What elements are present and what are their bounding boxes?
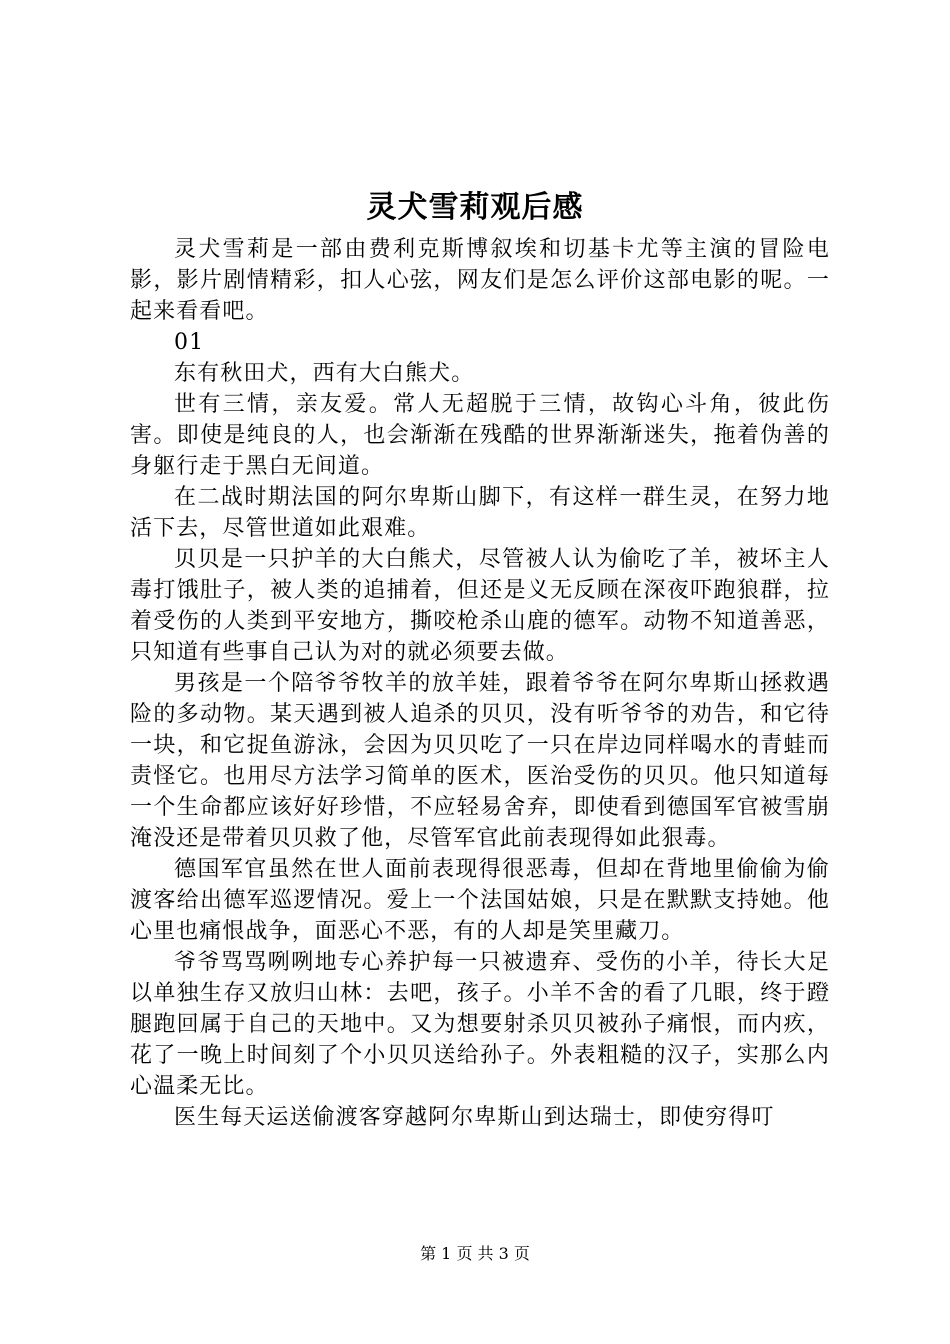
document-title: 灵犬雪莉观后感: [366, 190, 584, 225]
paragraph: 世有三情，亲友爱。常人无超脱于三情，故钩心斗角，彼此伤害。即使是纯良的人，也会渐渐在残酷的世界渐渐迷失，拖着伪善的身躯行走于黑白无间道。: [130, 392, 830, 479]
document-body: [130, 234, 830, 1133]
paragraph-intro: 灵犬雪莉是一部由费利克斯博叙埃和切基卡尤等主演的冒险电影，影片剧情精彩，扣人心弦，网友们是怎么评价这部电影的呢。一起来看看吧。: [130, 237, 830, 324]
paragraph: 贝贝是一只护羊的大白熊犬，尽管被人认为偷吃了羊，被坏主人毒打饿肚子，被人类的追捕着，但还是义无反顾在深夜吓跑狼群，拉着受伤的人类到平安地方，撕咬枪杀山鹿的德军。动物不知道善恶，只知道有些事自己认为对的就必须要去做。: [130, 547, 830, 665]
paragraph: 在二战时期法国的阿尔卑斯山脚下，有这样一群生灵，在努力地活下去，尽管世道如此艰难。: [130, 485, 830, 541]
paragraph-truncated: 医生每天运送偷渡客穿越阿尔卑斯山到达瑞士，即使穷得叮: [174, 1105, 775, 1130]
section-number: 01: [174, 330, 205, 355]
page-footer: 第 1 页 共 3 页: [420, 1244, 530, 1263]
paragraph: 爷爷骂骂咧咧地专心养护每一只被遗弃、受伤的小羊，待长大足以单独生存又放归山林：去吧，孩子。小羊不舍的看了几眼，终于蹬腿跑回属于自己的天地中。又为想要射杀贝贝被孙子痛恨，而内疚，花了一晚上时间刻了个小贝贝送给孙子。外表粗糙的汉子，实那么内心温柔无比。: [130, 950, 830, 1099]
paragraph: 东有秋田犬，西有大白熊犬。: [174, 361, 475, 386]
paragraph: 男孩是一个陪爷爷牧羊的放羊娃，跟着爷爷在阿尔卑斯山拯救遇险的多动物。某天遇到被人追杀的贝贝，没有听爷爷的劝告，和它待一块，和它捉鱼游泳，会因为贝贝吃了一只在岸边同样喝水的青蛙而责怪它。也用尽方法学习简单的医术，医治受伤的贝贝。他只知道每一个生命都应该好好珍惜，不应轻易舍弃，即使看到德国军官被雪崩淹没还是带着贝贝救了他，尽管军官此前表现得如此狠毒。: [130, 671, 830, 851]
paragraph: 德国军官虽然在世人面前表现得很恶毒，但却在背地里偷偷为偷渡客给出德军巡逻情况。爱上一个法国姑娘，只是在默默支持她。他心里也痛恨战争，面恶心不恶，有的人却是笑里藏刀。: [130, 857, 830, 944]
